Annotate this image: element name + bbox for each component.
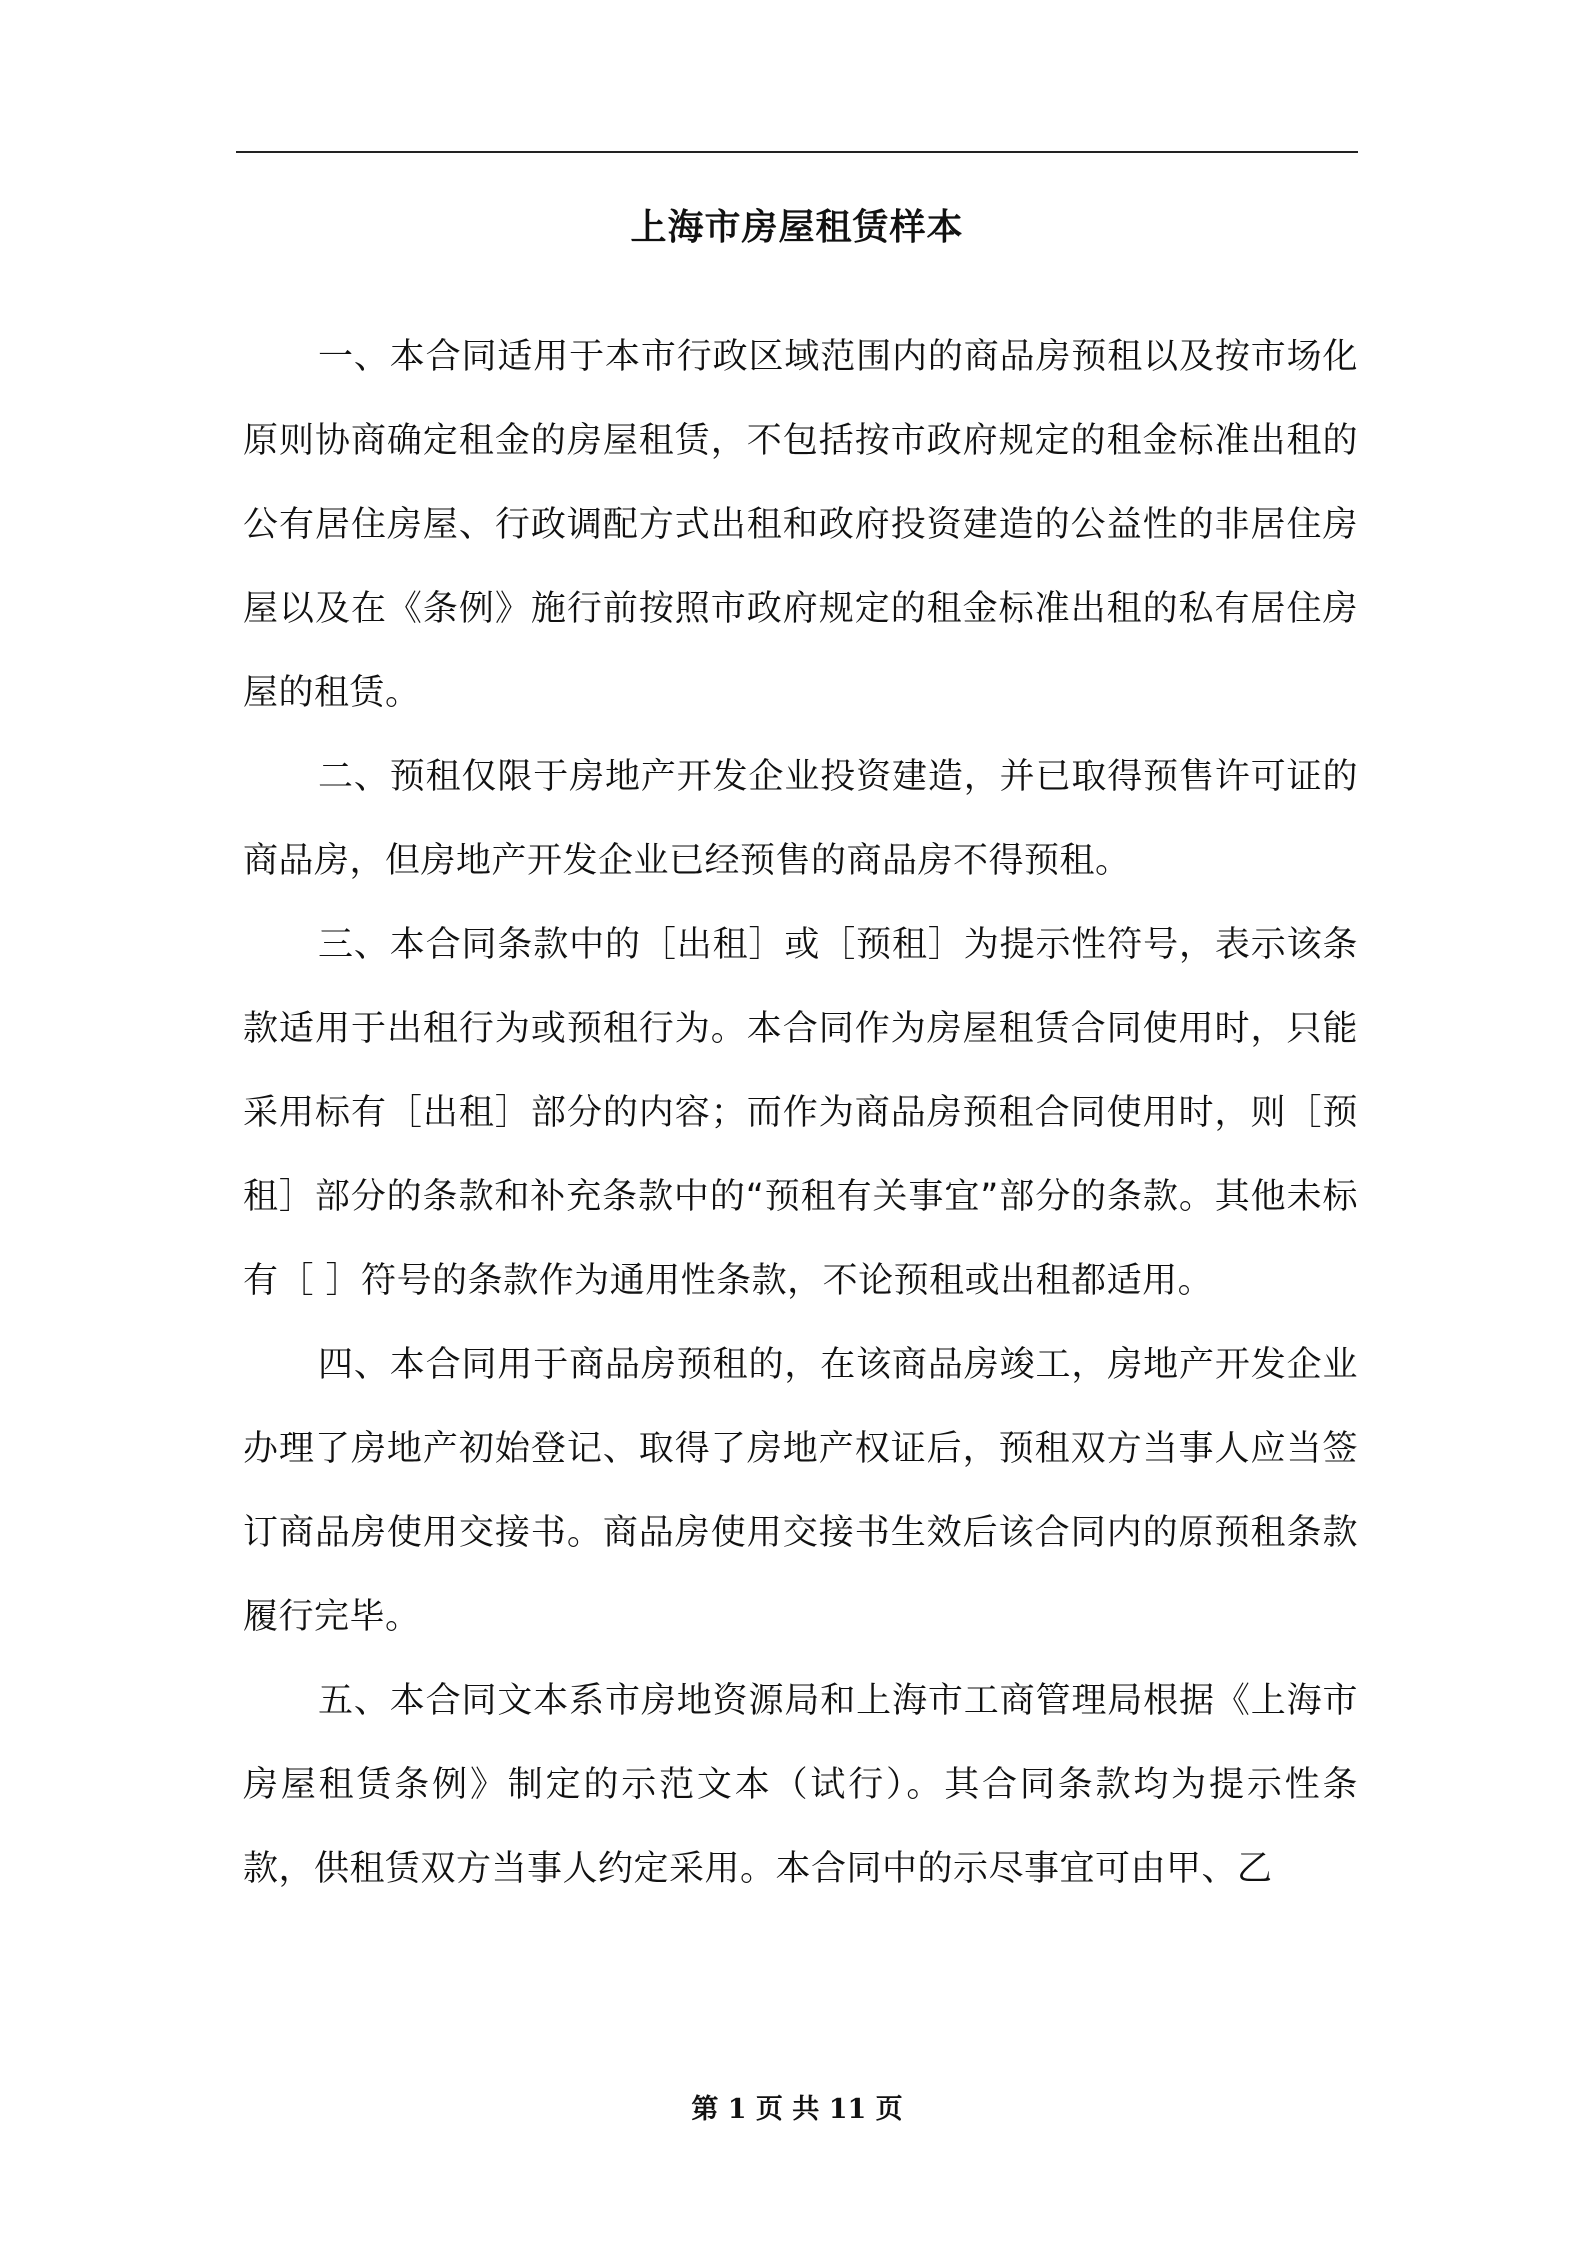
page-number: 第 1 页 共 11 页: [691, 2094, 903, 2125]
paragraph-4: 四、本合同用于商品房预租的，在该商品房竣工，房地产开发企业办理了房地产初始登记、取得了房地产权证后，预租双方当事人应当签订商品房使用交接书。商品房使用交接书生效后该合同内的原预租条款履行完毕。: [243, 1345, 1358, 1637]
document-title: 上海市房屋租赁样本: [630, 207, 964, 248]
paragraph-2: 二、预租仅限于房地产开发企业投资建造，并已取得预售许可证的商品房，但房地产开发企业已经预售的商品房不得预租。: [243, 757, 1358, 881]
header-rule: [236, 151, 1358, 153]
paragraph-3: 三、本合同条款中的［出租］或［预租］为提示性符号，表示该条款适用于出租行为或预租行为。本合同作为房屋租赁合同使用时，只能采用标有［出租］部分的内容；而作为商品房预租合同使用时，则［预租］部分的条款和补充条款中的“预租有关事宜”部分的条款。其他未标有［ ］符号的条款作为通用性条款，不论预租或出租都适用。: [243, 925, 1358, 1301]
paragraph-5: 五、本合同文本系市房地资源局和上海市工商管理局根据《上海市房屋租赁条例》制定的示范文本（试行）。其合同条款均为提示性条款，供租赁双方当事人约定采用。本合同中的示尽事宜可由甲、乙: [243, 1681, 1358, 1889]
document-body: [243, 315, 1358, 1911]
paragraph-1: 一、本合同适用于本市行政区域范围内的商品房预租以及按市场化原则协商确定租金的房屋租赁，不包括按市政府规定的租金标准出租的公有居住房屋、行政调配方式出租和政府投资建造的公益性的非居住房屋以及在《条例》施行前按照市政府规定的租金标准出租的私有居住房屋的租赁。: [243, 337, 1358, 713]
